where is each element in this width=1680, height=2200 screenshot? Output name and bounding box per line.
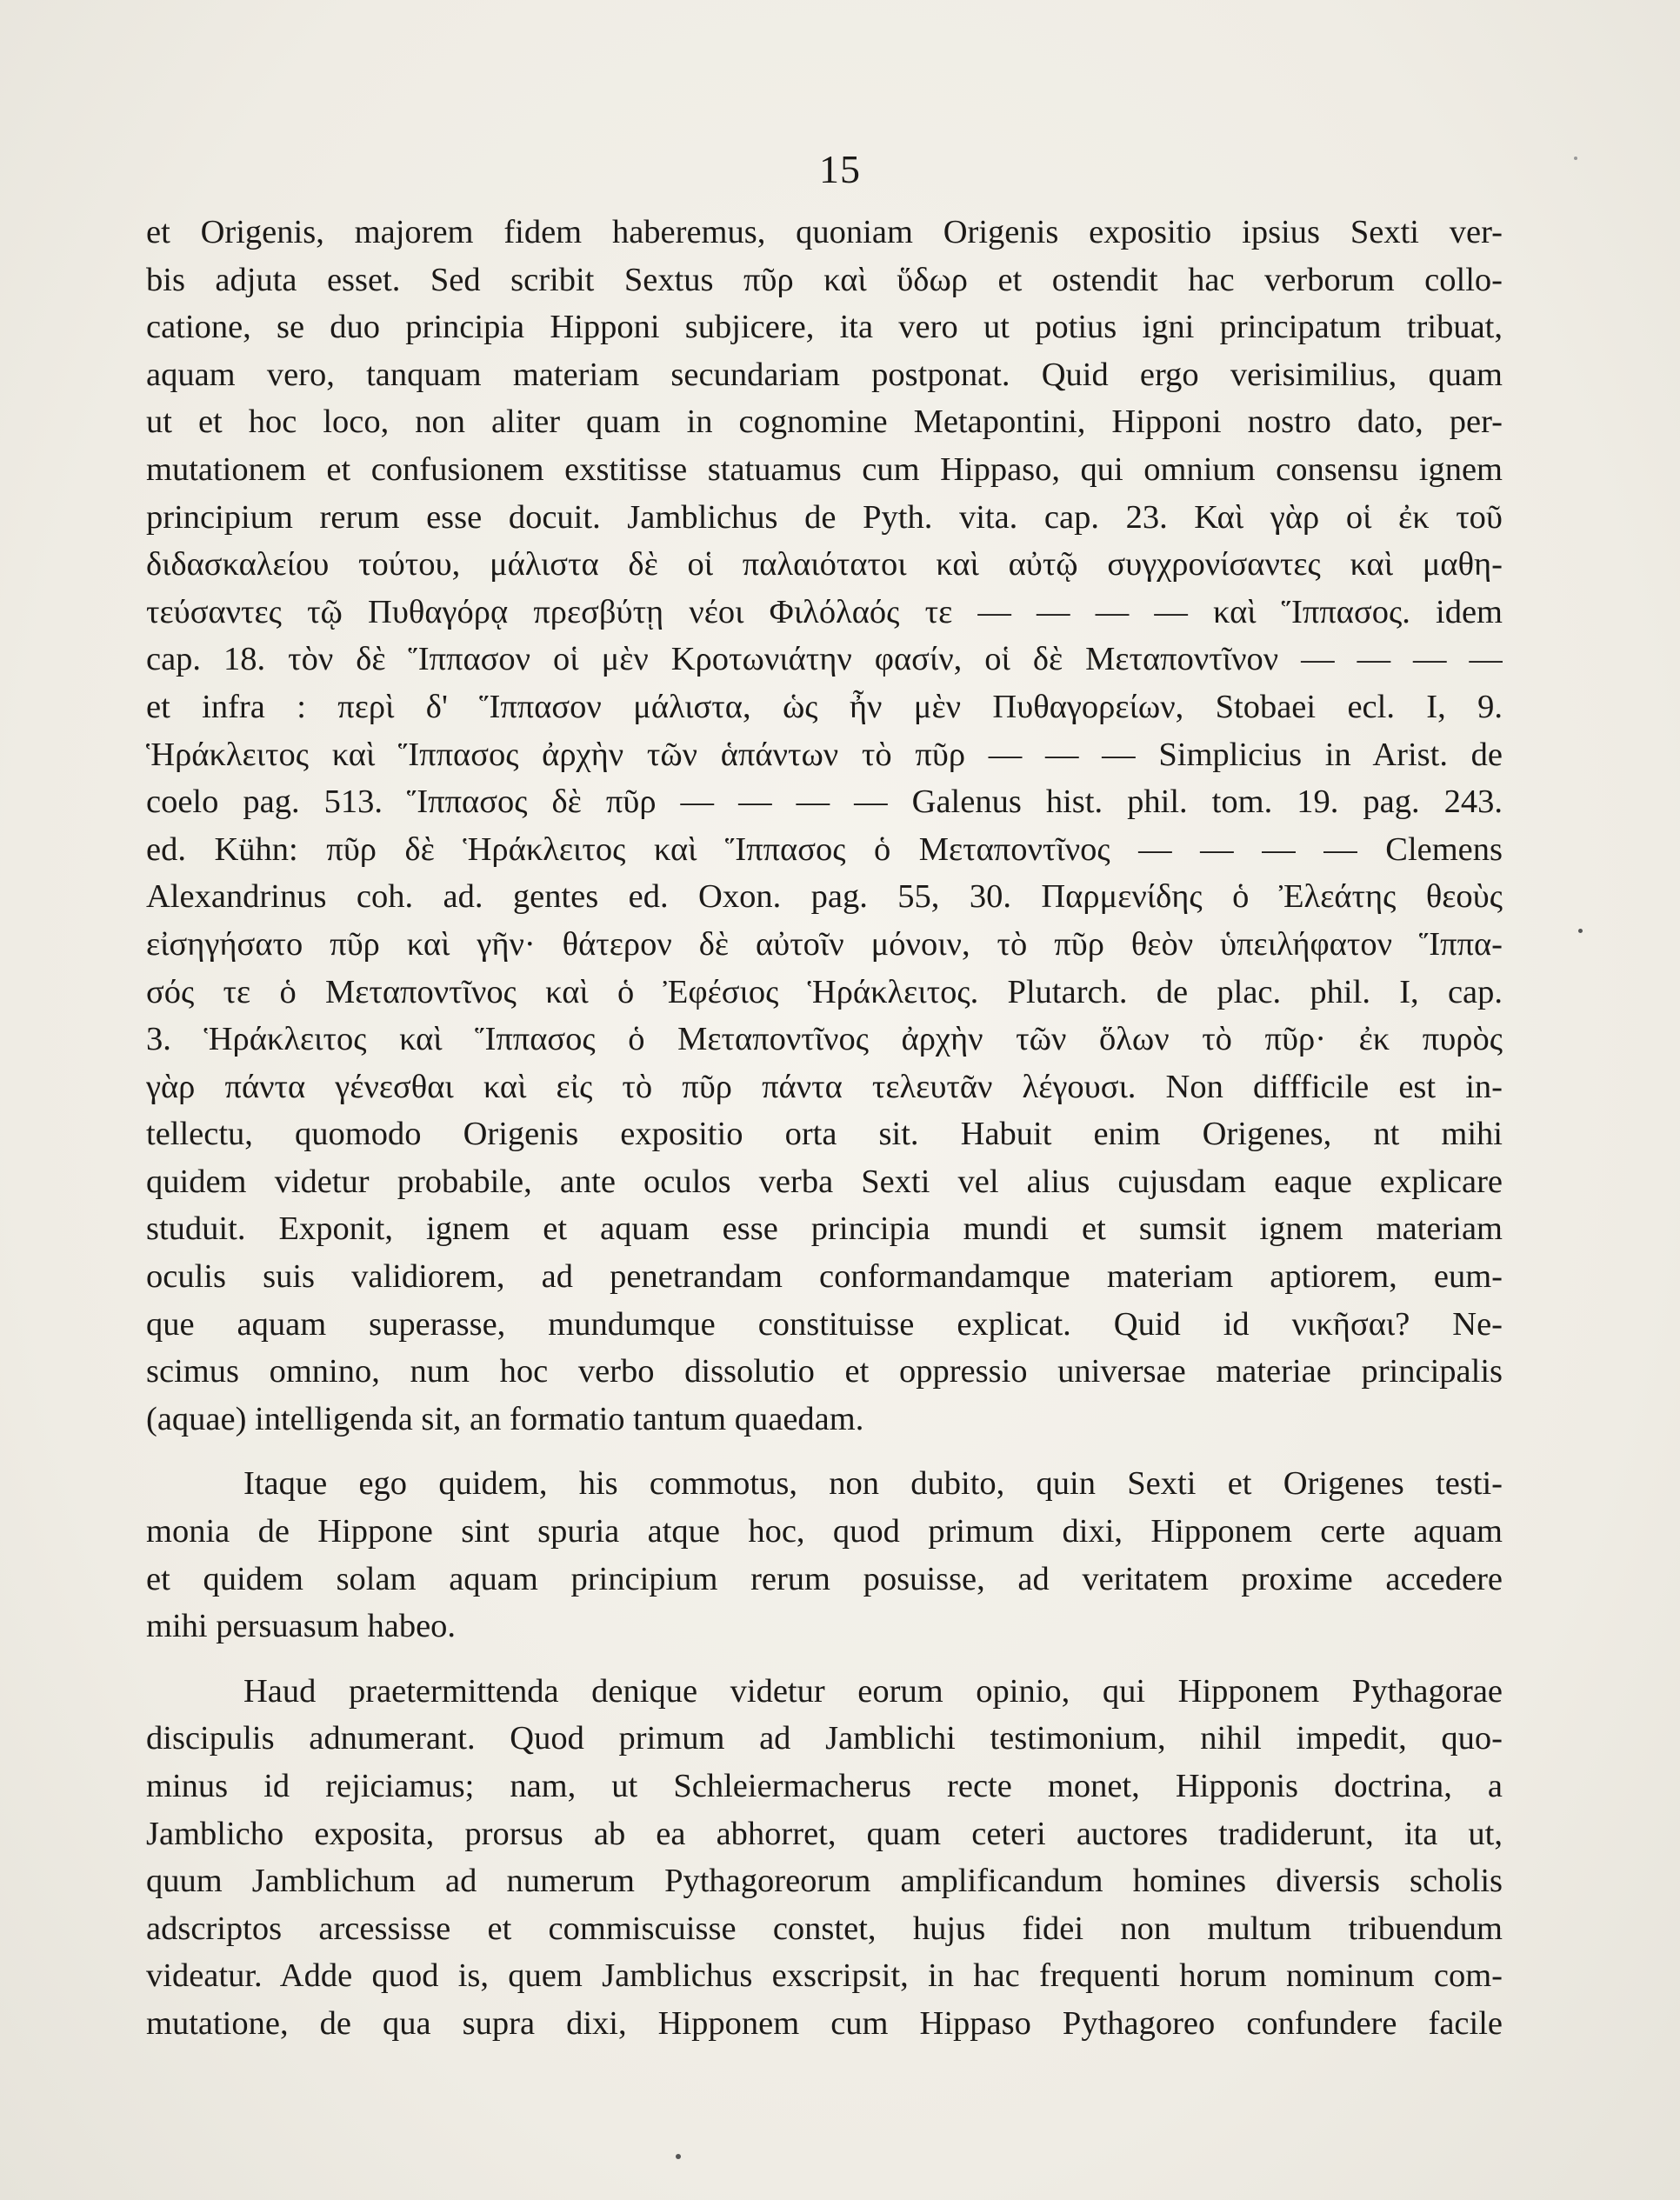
paragraph-1	[146, 209, 1503, 1443]
text-line: videatur. Adde quod is, quem Jamblichus exscripsit, in hac frequenti horum nominum com-	[146, 1957, 1503, 1995]
text-line: coelo pag. 513. Ἵππασος δὲ πῦρ — — — — Galenus hist. phil. tom. 19. pag. 243.	[146, 783, 1503, 821]
text-line: scimus omnino, num hoc verbo dissolutio et oppressio universae materiae principalis	[146, 1353, 1503, 1390]
page-number: 15	[819, 147, 861, 191]
text-line: tellectu, quomodo Origenis expositio orta sit. Habuit enim Origenes, nt mihi	[146, 1116, 1503, 1153]
paper-speck	[1578, 929, 1583, 933]
paper-speck	[1574, 157, 1577, 160]
text-line: εἰσηγήσατο πῦρ καὶ γῆν· θάτερον δὲ αὐτοῖν μόνοιν, τὸ πῦρ θεὸν ὑπειλήφατον Ἵππα-	[146, 925, 1503, 963]
text-line: et Origenis, majorem fidem haberemus, quoniam Origenis expositio ipsius Sexti ver-	[146, 214, 1503, 250]
paper-speck	[676, 2154, 681, 2159]
text-line: διδασκαλείου τούτου, μάλιστα δὲ οἱ παλαιότατοι καὶ αὐτῷ συγχρονίσαντες καὶ μαθη-	[146, 546, 1503, 583]
text-line: cap. 18. τὸν δὲ Ἵππασον οἱ μὲν Κροτωνιάτην φασίν, οἱ δὲ Μεταποντῖνον — — — —	[146, 641, 1503, 678]
text-line: et infra : περὶ δ' Ἵππασον μάλιστα, ὡς ἦν μὲν Πυθαγορείων, Stobaei ecl. I, 9.	[146, 688, 1503, 725]
text-line: catione, se duo principia Hipponi subjicere, ita vero ut potius igni principatum tribuat,	[146, 309, 1503, 346]
text-line: minus id rejiciamus; nam, ut Schleiermacherus recte monet, Hipponis doctrina, a	[146, 1768, 1503, 1804]
text-line: discipulis adnumerant. Quod primum ad Jamblichi testimonium, nihil impedit, quo-	[146, 1720, 1503, 1757]
text-line: aquam vero, tanquam materiam secundariam postponat. Quid ergo verisimilius, quam	[146, 356, 1503, 393]
text-line: Ἡράκλειτος καὶ Ἵππασος ἀρχὴν τῶν ἁπάντων τὸ πῦρ — — — Simplicius in Arist. de	[146, 736, 1503, 773]
text-line: quum Jamblichum ad numerum Pythagoreorum amplificandum homines diversis scholis	[146, 1863, 1503, 1900]
paragraph-2	[146, 1460, 1503, 1650]
text-line: (aquae) intelligenda sit, an formatio tantum quaedam.	[146, 1400, 864, 1437]
text-line: Haud praetermittenda denique videtur eorum opinio, qui Hipponem Pythagorae	[243, 1672, 1503, 1710]
text-line: 3. Ἡράκλειτος καὶ Ἵππασος ὁ Μεταποντῖνος ἀρχὴν τῶν ὅλων τὸ πῦρ· ἐκ πυρὸς	[146, 1021, 1503, 1058]
text-line: Jamblicho exposita, prorsus ab ea abhorret, quam ceteri auctores tradiderunt, ita ut,	[146, 1815, 1503, 1852]
text-line: quidem videtur probabile, ante oculos verba Sexti vel alius cujusdam eaque explicare	[146, 1163, 1503, 1200]
text-line: oculis suis validiorem, ad penetrandam conformandamque materiam aptiorem, eum-	[146, 1258, 1503, 1296]
text-line: mutatione, de qua supra dixi, Hipponem cum Hippaso Pythagoreo confundere facile	[146, 2004, 1503, 2042]
paragraph-gap	[146, 1443, 1503, 1460]
text-line: mutationem et confusionem exstitisse statuamus cum Hippaso, qui omnium consensu ignem	[146, 450, 1503, 488]
text-line: ed. Kühn: πῦρ δὲ Ἡράκλειτος καὶ Ἵππασος ὁ Μεταποντῖνος — — — — Clemens	[146, 830, 1503, 868]
text-line: Alexandrinus coh. ad. gentes ed. Oxon. pag. 55, 30. Παρμενίδης ὁ Ἐλεάτης θεοὺς	[146, 878, 1503, 916]
text-line: mihi persuasum habeo.	[146, 1608, 457, 1645]
text-line: monia de Hippone sint spuria atque hoc, quod primum dixi, Hipponem certe aquam	[146, 1513, 1503, 1550]
text-line: γὰρ πάντα γένεσθαι καὶ εἰς τὸ πῦρ πάντα τελευτᾶν λέγουσι. Non diffficile est in-	[146, 1068, 1503, 1105]
text-line: adscriptos arcessisse et commiscuisse constet, hujus fidei non multum tribuendum	[146, 1910, 1503, 1947]
paragraph-3	[146, 1668, 1503, 2048]
text-line: Itaque ego quidem, his commotus, non dubito, quin Sexti et Origenes testi-	[243, 1465, 1503, 1503]
text-line: σός τε ὁ Μεταποντῖνος καὶ ὁ Ἐφέσιος Ἡράκλειτος. Plutarch. de plac. phil. I, cap.	[146, 973, 1503, 1010]
text-line: principium rerum esse docuit. Jamblichus de Pyth. vita. cap. 23. Καὶ γὰρ οἱ ἐκ τοῦ	[146, 498, 1503, 536]
text-line: τεύσαντες τῷ Πυθαγόρᾳ πρεσβύτῃ νέοι Φιλόλαός τε — — — — καὶ Ἵππασος. idem	[146, 593, 1503, 630]
body-text	[146, 209, 1503, 2048]
text-line: studuit. Exponit, ignem et aquam esse principia mundi et sumsit ignem materiam	[146, 1210, 1503, 1248]
paragraph-gap	[146, 1650, 1503, 1668]
text-line: ut et hoc loco, non aliter quam in cognomine Metapontini, Hipponi nostro dato, per-	[146, 403, 1503, 441]
text-line: et quidem solam aquam principium rerum posuisse, ad veritatem proxime accedere	[146, 1560, 1503, 1597]
text-line: bis adjuta esset. Sed scribit Sextus πῦρ καὶ ὕδωρ et ostendit hac verborum collo-	[146, 261, 1503, 298]
text-line: que aquam superasse, mundumque constituisse explicat. Quid id νικῆσαι? Ne-	[146, 1305, 1503, 1343]
